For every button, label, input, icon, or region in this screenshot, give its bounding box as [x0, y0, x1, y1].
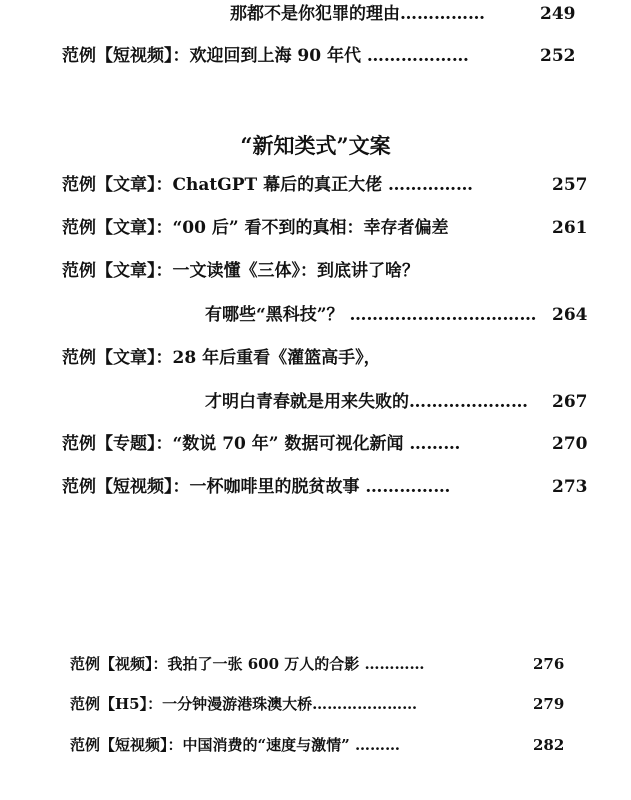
page-number: 276 — [533, 655, 565, 673]
toc-entry — [62, 217, 449, 239]
toc-entry — [62, 433, 460, 455]
page-number: 267 — [552, 392, 588, 412]
entry-text: 范例【视频】：我拍了一张 600 万人的合影 ………… — [70, 655, 425, 673]
toc-entry-page — [540, 3, 576, 25]
entry-text: 范例【专题】：“数说 70 年” 数据可视化新闻 ……… — [62, 434, 461, 454]
toc-entry-page — [552, 391, 588, 413]
entry-text: 范例【文章】：28 年后重看《灌篮高手》， — [62, 348, 381, 368]
entry-text: 范例【短视频】：欢迎回到上海 90 年代 ……………… — [62, 46, 469, 66]
toc-entry-continuation — [205, 304, 536, 326]
entry-text: 范例【H5】：一分钟漫游港珠澳大桥………………… — [70, 695, 418, 713]
toc-entry-page — [533, 653, 564, 675]
entry-text: 范例【短视频】：中国消费的“速度与激情” ……… — [70, 736, 400, 754]
page-number: 282 — [533, 736, 565, 754]
entry-text: 有哪些“黑科技”？ …………………………… — [205, 305, 537, 325]
toc-entry-continuation — [205, 391, 528, 413]
toc-entry — [62, 45, 469, 67]
page-number: 273 — [552, 477, 588, 497]
toc-entry — [62, 476, 450, 498]
entry-text: 范例【短视频】：一杯咖啡里的脱贫故事 …………… — [62, 477, 451, 497]
toc-entry-page — [540, 45, 576, 67]
toc-entry — [70, 653, 424, 675]
page-number: 252 — [540, 46, 576, 66]
page-number: 257 — [552, 175, 588, 195]
toc-entry — [70, 734, 400, 756]
toc-entry — [62, 260, 419, 282]
toc-entry-page — [552, 476, 588, 498]
entry-text: 范例【文章】：一文读懂《三体》：到底讲了啥？ — [62, 261, 419, 281]
entry-text: 那都不是你犯罪的理由…………… — [230, 4, 485, 24]
toc-entry — [62, 347, 381, 369]
entry-text: 范例【文章】：ChatGPT 幕后的真正大佬 …………… — [62, 175, 474, 195]
toc-entry — [62, 174, 473, 196]
toc-entry-page — [552, 433, 588, 455]
toc-entry-page — [552, 304, 588, 326]
section-title: “新知类式”文案 — [240, 133, 391, 158]
toc-entry — [70, 693, 417, 715]
page-number: 270 — [552, 434, 588, 454]
page-number: 261 — [552, 218, 588, 238]
page-number: 249 — [540, 4, 576, 24]
toc-entry-page — [552, 174, 588, 196]
entry-text: 范例【文章】：“00 后” 看不到的真相：幸存者偏差 — [62, 218, 449, 238]
page-number: 264 — [552, 305, 588, 325]
toc-entry-page — [533, 734, 564, 756]
toc-entry-page — [533, 693, 564, 715]
entry-text: 才明白青春就是用来失败的………………… — [205, 392, 528, 412]
toc-entry-continuation — [230, 3, 485, 25]
page-number: 279 — [533, 695, 565, 713]
toc-entry-page — [552, 217, 588, 239]
